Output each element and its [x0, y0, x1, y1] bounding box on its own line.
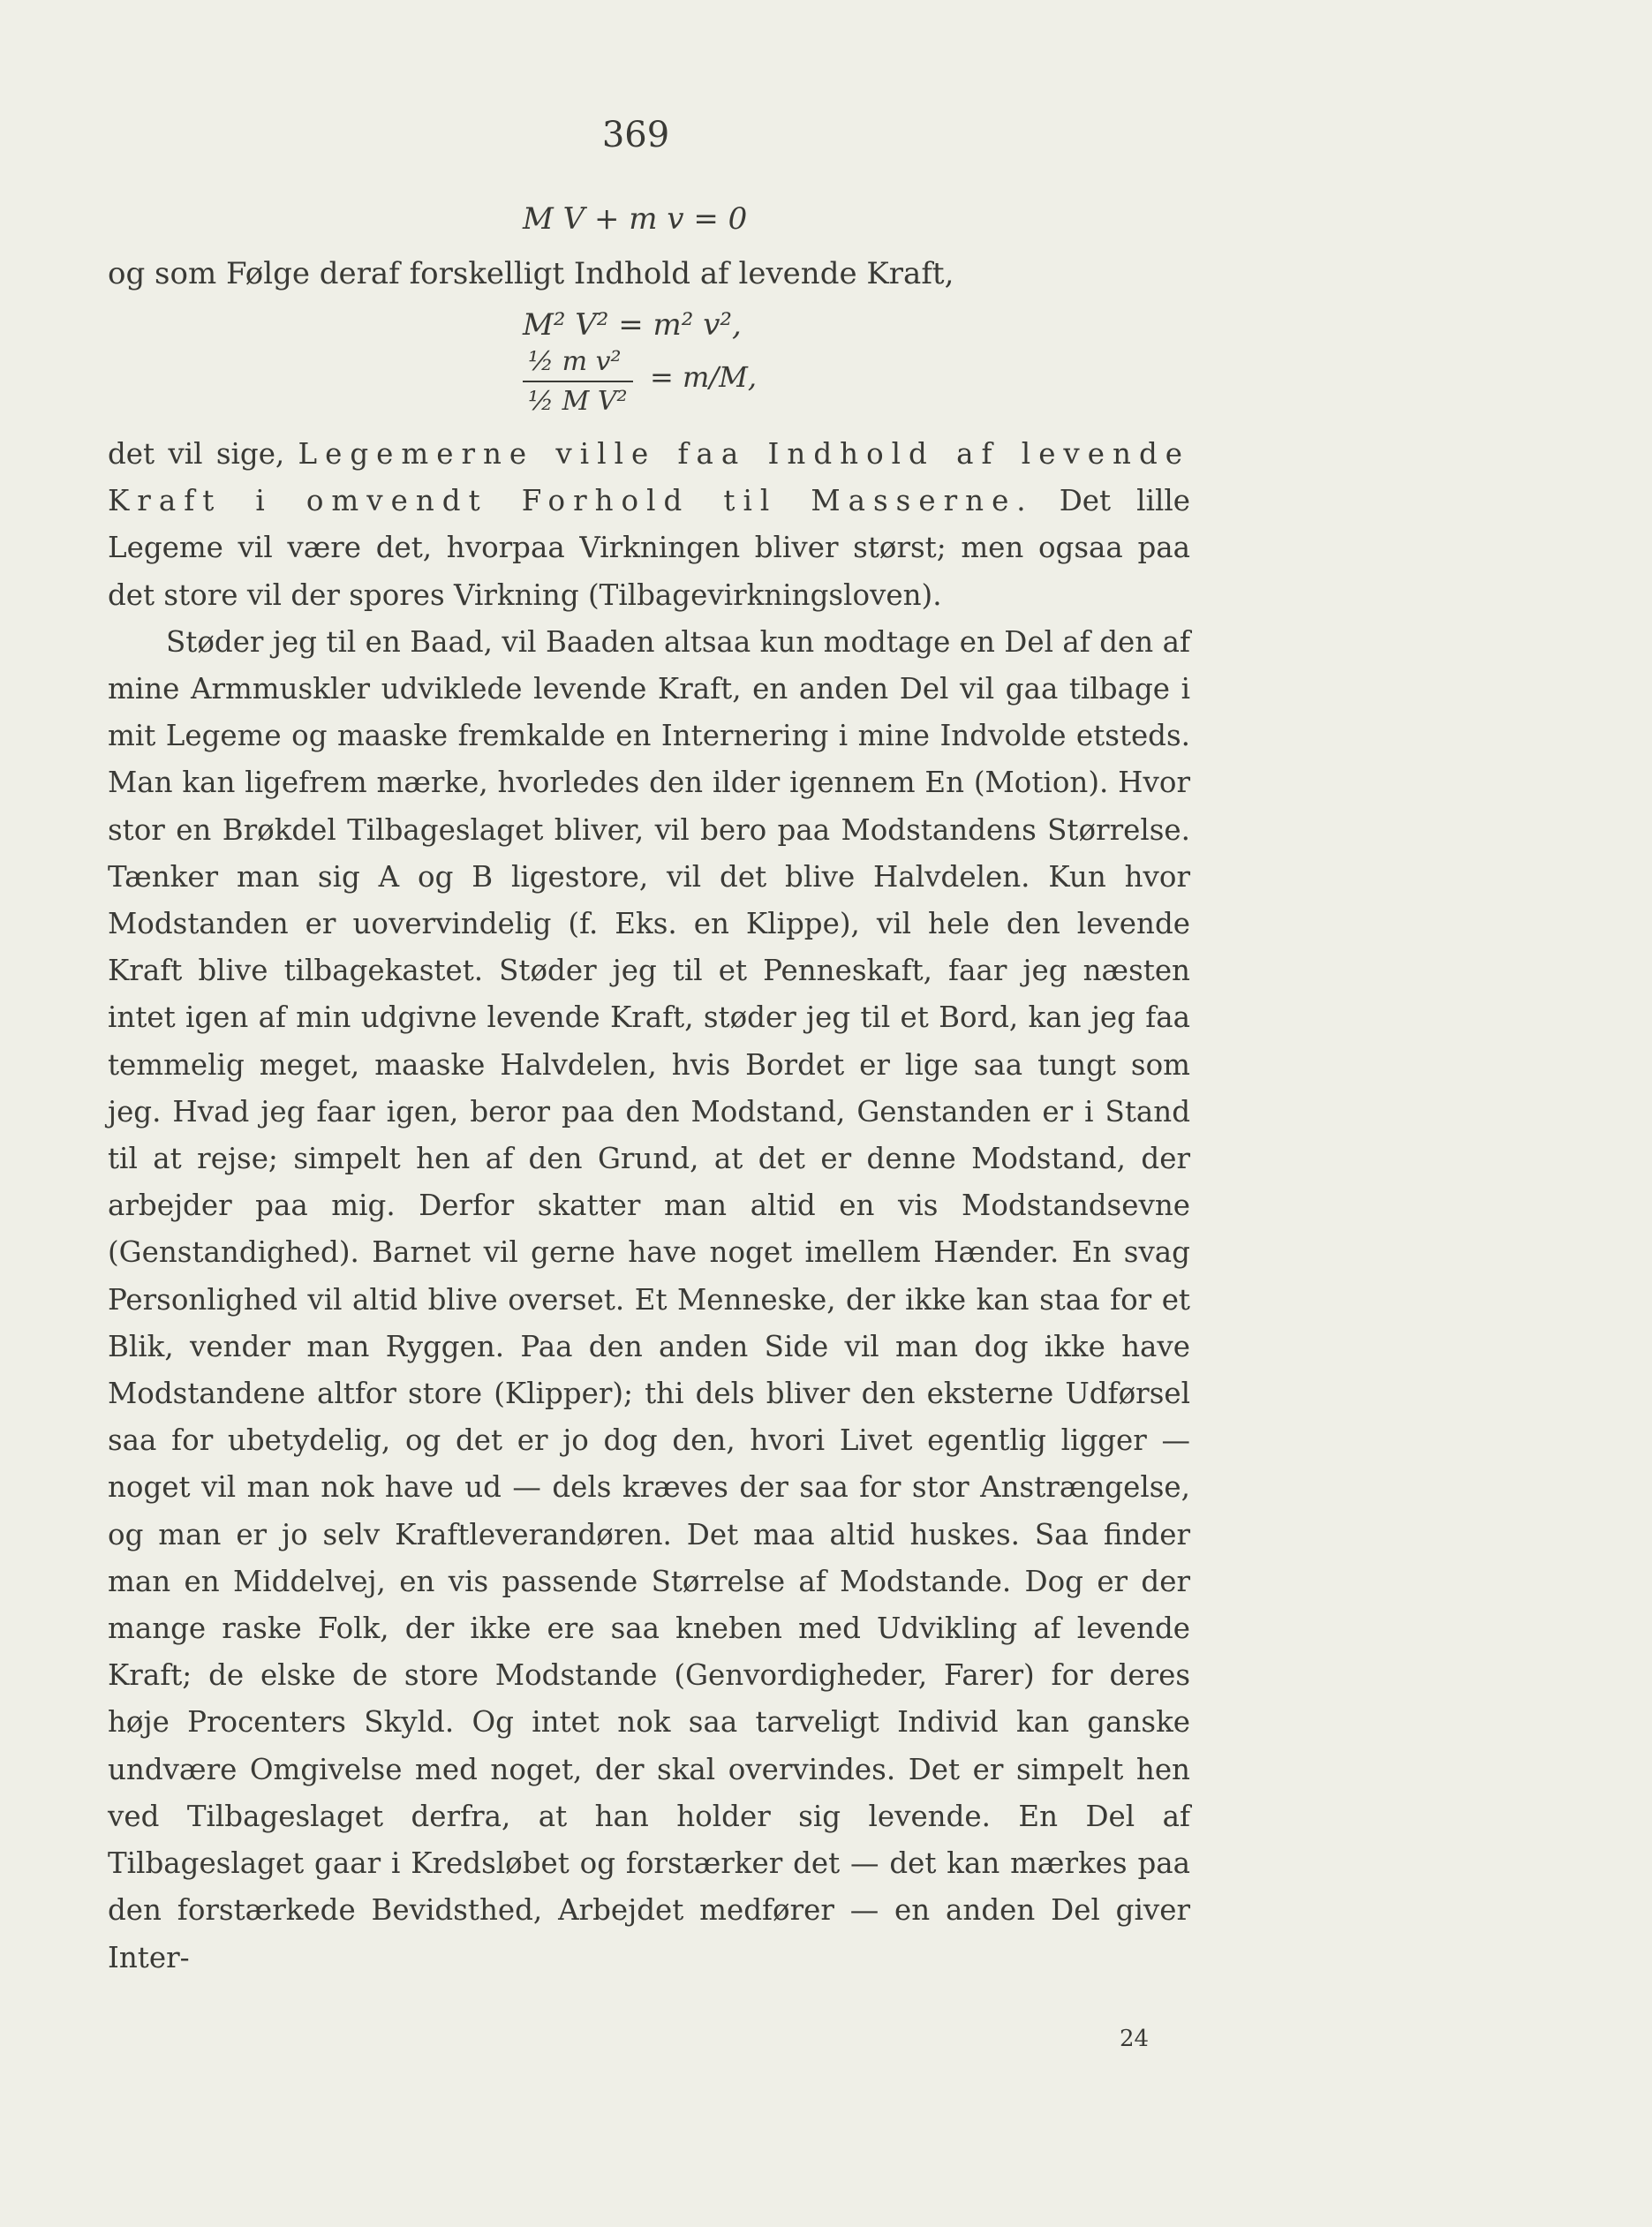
fraction-numerator: ½ m v²	[523, 346, 633, 382]
body-text	[108, 431, 1190, 1982]
page-number: 369	[601, 115, 670, 155]
paragraph-1-emphasis: Legemerne ville faa Indhold af levende Kraft i omvendt Forhold til Masserne.	[108, 437, 1190, 518]
fraction-result: = m/M,	[650, 360, 758, 394]
equation-intro-line: og som Følge deraf forskelligt Indhold af levende Kraft,	[108, 256, 954, 291]
paragraph-1-tail: Det lille Legeme vil være det, hvorpaa Virkningen bliver størst; men ogsaa paa det store vil der spores Virkning (Tilbagevirkningsloven).	[108, 484, 1190, 612]
momentum-equation: M V + m v = 0	[523, 201, 748, 237]
fraction-denominator: ½ M V²	[528, 386, 628, 417]
paragraph-2: Støder jeg til en Baad, vil Baaden altsaa kun modtage en Del af den af mine Armmuskler udviklede levende Kraft, en anden Del vil gaa tilbage i mit Legeme og maaske fremkalde en Internering i mine Indvolde etsteds. Man kan ligefrem mærke, hvorledes den ilder igennem En (Motion). Hvor stor en Brøkdel Tilbageslaget bliver, vil bero paa Modstandens Størrelse. Tænker man sig A og B ligestore, vil det blive Halvdelen. Kun hvor Modstanden er uovervindelig (f. Eks. en Klippe), vil hele den levende Kraft blive tilbagekastet. Støder jeg til et Penneskaft, faar jeg næsten intet igen af min udgivne levende Kraft, støder jeg til et Bord, kan jeg faa temmelig meget, maaske Halvdelen, hvis Bordet er lige saa tungt som jeg. Hvad jeg faar igen, beror paa den Modstand, Genstanden er i Stand til at rejse; simpelt hen af den Grund, at det er denne Modstand, der arbejder paa mig. Derfor skatter man altid en vis Modstandsevne (Genstandighed). Barnet vil gerne have noget imellem Hænder. En svag Personlighed vil altid blive overset. Et Menneske, der ikke kan staa for et Blik, vender man Ryggen. Paa den anden Side vil man dog ikke have Modstandene altfor store (Klipper); thi dels bliver den eksterne Udførsel saa for ubetydelig, og det er jo dog den, hvori Livet egentlig ligger — noget vil man nok have ud — dels kræves der saa for stor Anstrængelse, og man er jo selv Kraftleverandøren. Det maa altid huskes. Saa finder man en Middelvej, en vis passende Størrelse af Modstande. Dog er der mange raske Folk, der ikke ere saa kneben med Udvikling af levende Kraft; de elske de store Modstande (Genvordigheder, Farer) for deres høje Procenters Skyld. Og intet nok saa tarveligt Individ kan ganske undvære Omgivelse med noget, der skal overvindes. Det er simpelt hen ved Tilbageslaget derfra, at han holder sig levende. En Del af Tilbageslaget gaar i Kredsløbet og forstærker det — det kan mærkes paa den forstærkede Bevidsthed, Arbejdet medfører — en anden Del giver Inter-	[108, 624, 1190, 1974]
paragraph-1	[108, 431, 1190, 619]
paragraph-1-lead: det vil sige,	[108, 437, 298, 471]
signature-mark: 24	[1120, 2026, 1150, 2052]
squared-equation: M² V² = m² v²,	[523, 307, 742, 343]
energy-ratio-fraction	[523, 346, 633, 417]
